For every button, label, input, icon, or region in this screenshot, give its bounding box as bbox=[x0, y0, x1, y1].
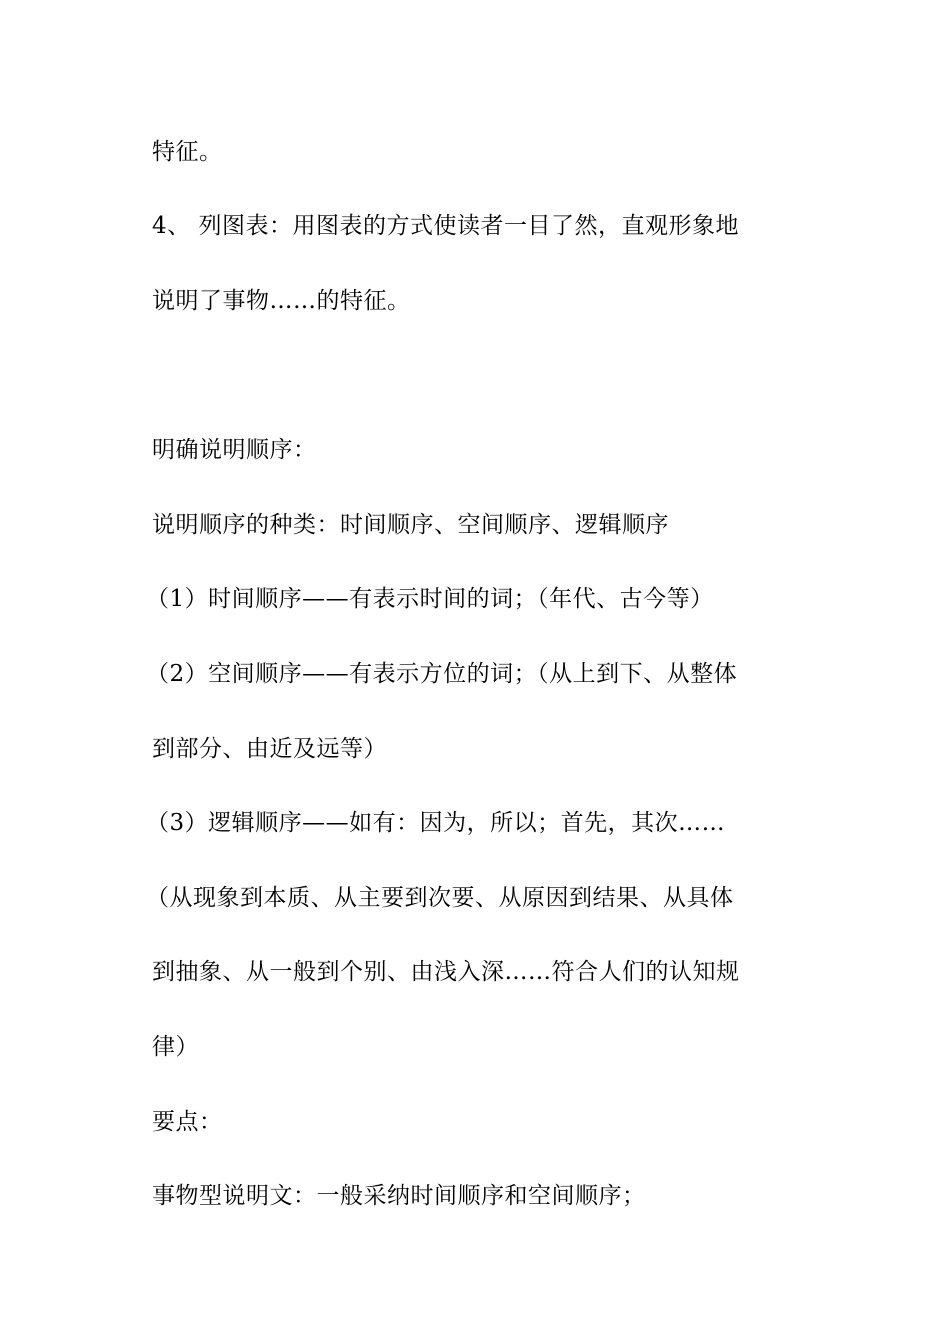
text-line-object-expository: 事物型说明文：一般采纳时间顺序和空间顺序； bbox=[152, 1183, 646, 1209]
section-heading-order: 明确说明顺序： bbox=[152, 437, 317, 463]
text-line-logic-examples: （从现象到本质、从主要到次要、从原因到结果、从具体 bbox=[146, 885, 734, 911]
text-line-space-order: （2）空间顺序——有表示方位的词；（从上到下、从整体 bbox=[146, 661, 738, 687]
text-line-space-order-cont: 到部分、由近及远等） bbox=[152, 736, 387, 762]
text-line-logic-order: （3）逻辑顺序——如有：因为，所以；首先，其次…… bbox=[146, 810, 726, 836]
text-line-chart-method: 4、 列图表：用图表的方式使读者一目了然，直观形象地 bbox=[152, 213, 739, 239]
text-line-logic-examples-end: 律） bbox=[152, 1034, 199, 1060]
text-line-feature: 特征。 bbox=[152, 139, 223, 165]
text-line-time-order: （1）时间顺序——有表示时间的词；（年代、古今等） bbox=[146, 586, 714, 612]
text-line-order-types: 说明顺序的种类：时间顺序、空间顺序、逻辑顺序 bbox=[152, 512, 669, 538]
text-line-logic-examples-cont: 到抽象、从一般到个别、由浅入深……符合人们的认知规 bbox=[152, 959, 740, 985]
text-line-chart-method-cont: 说明了事物……的特征。 bbox=[152, 288, 411, 314]
section-heading-key-points: 要点： bbox=[152, 1109, 223, 1135]
